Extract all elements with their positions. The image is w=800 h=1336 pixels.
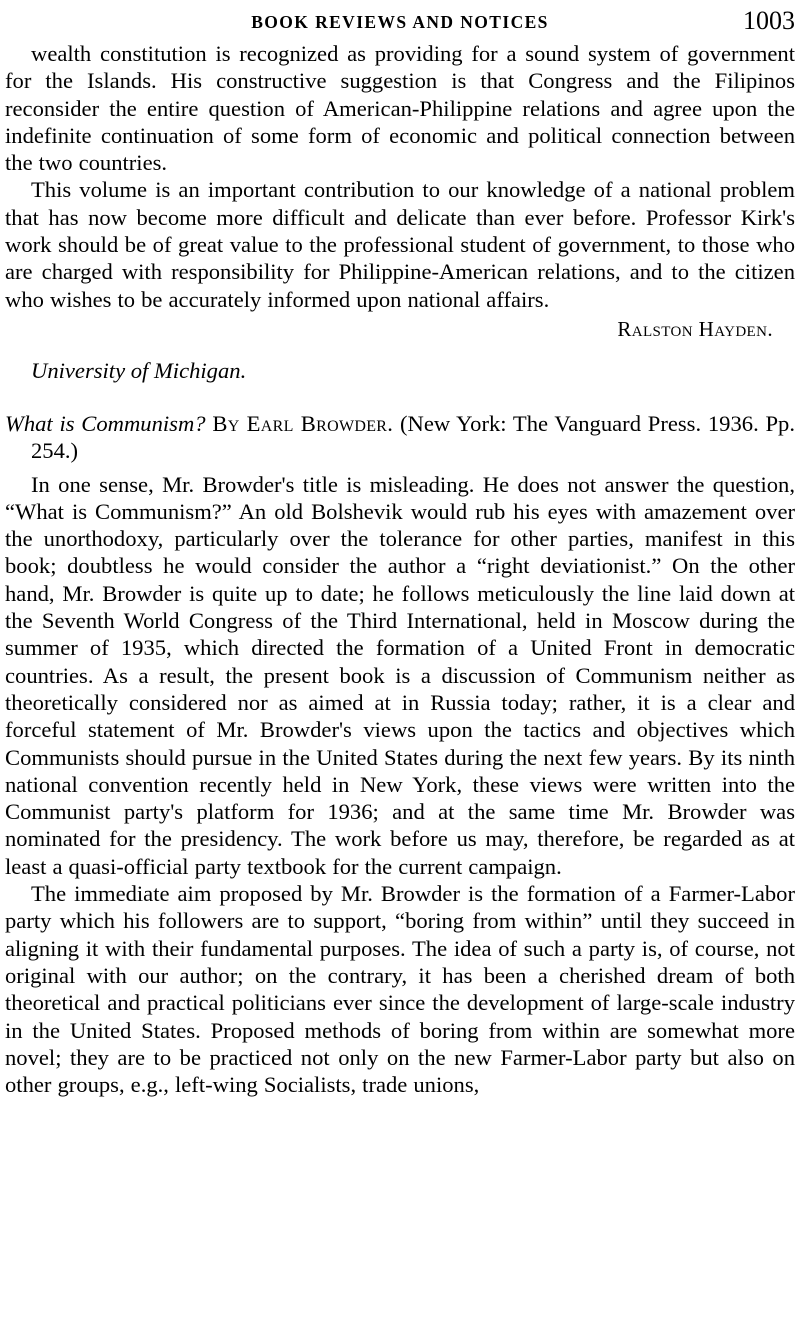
paragraph: In one sense, Mr. Browder's title is misleading. He does not answer the question, “What is Communism?” An old Bolshevik would rub his eyes with amazement over the unorthodoxy, particularly over the tolerance for other parties, manifest in this book; doubtless he would consider the author a “right deviationist.” On the other hand, Mr. Browder is quite up to date; he follows meticulously the line laid down at the Seventh World Congress of the Third International, held in Moscow during the summer of 1935, which directed the formation of a United Front in democratic countries. As a result, the present book is a discussion of Communism neither as theoretically considered nor as aimed at in Russia today; rather, it is a clear and forceful statement of Mr. Browder's views upon the tactics and objectives which Communists should pursue in the United States during the next few years. By its ninth national convention recently held in New York, these views were written into the Communist party's platform for 1936; and at the same time Mr. Browder was nominated for the presidency. The work before us may, therefore, be regarded as at least a quasi-official party textbook for the current campaign. [5, 471, 795, 879]
running-head-title: BOOK REVIEWS AND NOTICES [251, 12, 549, 32]
reviewer-affiliation: University of Michigan. [31, 357, 247, 383]
text-column [0, 40, 800, 1098]
page-number: 1003 [743, 6, 795, 35]
book-author-byline: By Earl Browder. [212, 410, 394, 436]
running-head [0, 6, 800, 40]
paragraph: This volume is an important contribution to our knowledge of a national problem that has now become more difficult and delicate than ever before. Professor Kirk's work should be of great value to the professional student of government, to those who are charged with responsibility for Philippine-American relations, and to the citizen who wishes to be accurately informed upon national affairs. [5, 177, 795, 312]
paragraph: The immediate aim proposed by Mr. Browder is the formation of a Farmer-Labor party which his followers are to support, “boring from within” until they succeed in aligning it with their fundamental purposes. The idea of such a party is, of course, not original with our author; on the contrary, it has been a cherished dream of both theoretical and practical politicians ever since the development of large-scale industry in the United States. Proposed methods of boring from within are somewhat more novel; they are to be practiced not only on the new Farmer-Labor party but also on other groups, e.g., left-wing Socialists, trade unions, [5, 881, 795, 1098]
book-title: What is Communism? [5, 410, 206, 436]
reviewer-signature: Ralston Hayden. [617, 316, 773, 341]
journal-page [0, 6, 800, 1336]
book-imprint: (New York: The Vanguard Press. 1936. Pp. 254.) [31, 410, 795, 464]
book-entry-heading [5, 410, 795, 465]
paragraph: wealth constitution is recognized as providing for a sound system of government for the Islands. His constructive suggestion is that Congress and the Filipinos reconsider the entire question of American-Philippine relations and agree upon the indefinite continuation of some form of economic and political connection between the two countries. [5, 41, 795, 176]
review-body [5, 471, 795, 1099]
